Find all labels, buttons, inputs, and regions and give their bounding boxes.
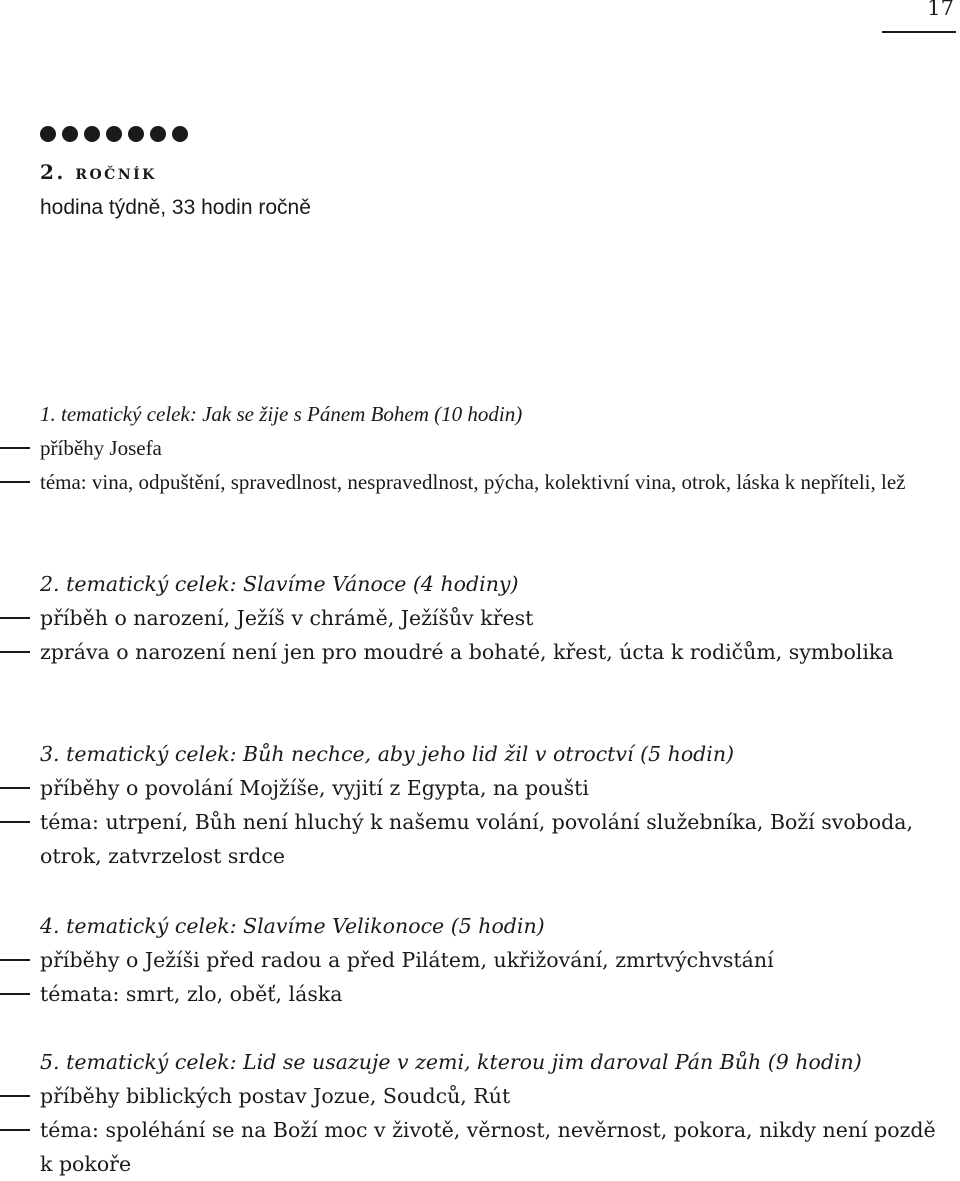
unit-item-text: příběhy o povolání Mojžíše, vyjití z Egypta, na poušti: [40, 776, 589, 800]
dash-bullet-icon: [0, 959, 30, 961]
unit-item: [0, 1113, 960, 1181]
thematic-unit-3: [0, 737, 960, 873]
unit-item-text: zpráva o narození není jen pro moudré a bohaté, křest, úcta k rodičům, symbolika: [40, 640, 894, 664]
thematic-unit-1: [0, 397, 960, 499]
dot-ornament: [62, 126, 78, 142]
unit-item: [0, 431, 960, 465]
grade-title: 2. ročník: [40, 160, 157, 184]
dot-ornament: [172, 126, 188, 142]
dot-ornament: [150, 126, 166, 142]
unit-heading: 2. tematický celek: Slavíme Vánoce (4 hodiny): [40, 572, 519, 596]
unit-item-text: témata: smrt, zlo, oběť, láska: [40, 982, 343, 1006]
unit-item: [0, 771, 960, 805]
page-number-rule: [882, 31, 956, 33]
thematic-unit-4: [0, 909, 960, 1011]
unit-item-text: příběhy o Ježíši před radou a před Pilátem, ukřižování, zmrtvýchvstání: [40, 948, 774, 972]
unit-item-text: téma: utrpení, Bůh není hluchý k našemu volání, povolání služebníka, Boží svoboda, otrok, zatvrzelost srdce: [40, 810, 914, 868]
unit-item: [0, 601, 960, 635]
unit-item-text: příběhy biblických postav Jozue, Soudců, Rút: [40, 1084, 511, 1108]
unit-item: [0, 1079, 960, 1113]
dot-ornament: [84, 126, 100, 142]
dash-bullet-icon: [0, 787, 30, 789]
dash-bullet-icon: [0, 821, 30, 823]
dash-bullet-icon: [0, 617, 30, 619]
unit-item: [0, 465, 960, 499]
unit-heading: 4. tematický celek: Slavíme Velikonoce (5 hodin): [40, 914, 545, 938]
unit-item: [0, 977, 960, 1011]
unit-item-text: téma: vina, odpuštění, spravedlnost, nespravedlnost, pýcha, kolektivní vina, otrok, láska k nepříteli, lež: [40, 470, 906, 494]
dot-ornament: [40, 126, 56, 142]
unit-heading: 3. tematický celek: Bůh nechce, aby jeho lid žil v otroctví (5 hodin): [40, 742, 735, 766]
dot-ornament: [106, 126, 122, 142]
dot-ornament: [128, 126, 144, 142]
unit-item-text: téma: spoléhání se na Boží moc v životě, věrnost, nevěrnost, pokora, nikdy není pozdě k pokoře: [40, 1118, 936, 1176]
dash-bullet-icon: [0, 993, 30, 995]
dash-bullet-icon: [0, 481, 30, 483]
dash-bullet-icon: [0, 1095, 30, 1097]
unit-heading: 1. tematický celek: Jak se žije s Pánem Bohem (10 hodin): [40, 402, 523, 426]
dash-bullet-icon: [0, 1129, 30, 1131]
page-number: 17: [927, 0, 954, 20]
grade-hours: hodina týdně, 33 hodin ročně: [40, 196, 311, 219]
dash-bullet-icon: [0, 651, 30, 653]
unit-item: [0, 635, 960, 669]
unit-item-text: příběhy Josefa: [40, 436, 162, 460]
unit-item-text: příběh o narození, Ježíš v chrámě, Ježíšův křest: [40, 606, 534, 630]
section-dots-ornament: [40, 126, 188, 142]
unit-item: [0, 943, 960, 977]
dash-bullet-icon: [0, 447, 30, 449]
thematic-unit-2: [0, 567, 960, 669]
unit-item: [0, 805, 960, 873]
thematic-unit-5: [0, 1045, 960, 1181]
unit-heading: 5. tematický celek: Lid se usazuje v zemi, kterou jim daroval Pán Bůh (9 hodin): [40, 1050, 862, 1074]
